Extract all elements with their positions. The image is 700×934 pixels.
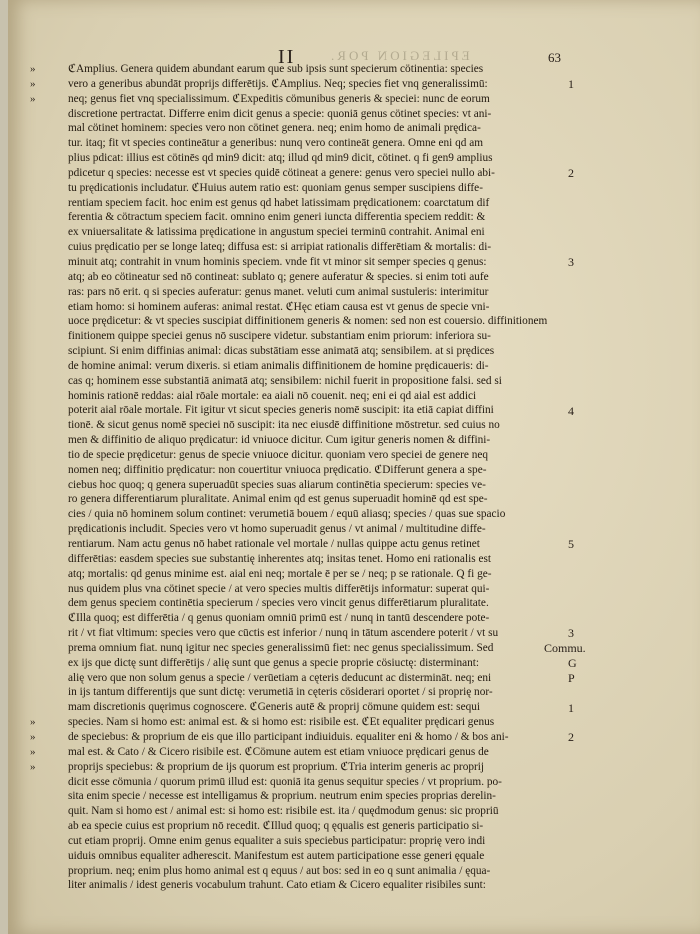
quote-mark-icon: » [30, 92, 36, 105]
margin-note: 1 [568, 700, 574, 715]
text-line: atq; mortalis: qd genus minime est. aial eni neq; mortale ē per se / neq; p se rationale. Q fi ge- [68, 567, 492, 580]
margin-note: 3 [568, 255, 574, 270]
quote-mark-icon: » [30, 760, 36, 773]
text-line: differētias: easdem species sue substantię inherentes atq; insitas tenet. Homo eni rationalis est [68, 552, 491, 565]
quote-mark-icon: » [30, 731, 36, 744]
text-line: atq; ab eo cötineatur sed nō contineat: sublato q; genere auferatur & species. si enim toti aufe [68, 270, 489, 283]
text-line: ex vniuersalitate & latissima prędicatione in angustum speciei terminū contrahit. Animal eni [68, 226, 485, 239]
text-line: scipiunt. Si enim diffinias animal: dicas substātiam esse animatā atq; sensibilem. at si prędices [68, 345, 495, 358]
text-line: species. Nam si homo est: animal est. & si homo est: risibile est. ℭEt equaliter prędicari genus [68, 716, 495, 729]
text-line: alię vero que non solum genus a specie / verūetiam a cęteris deducunt ac distermināt. neq; eni [68, 671, 492, 684]
text-line: dicit esse cömunia / quorum primū illud est: quoniā ita genus sequitur species / vt proprium. po- [68, 775, 502, 788]
text-line: poterit aial rōale mortale. Fit igitur vt sicut species generis nomē suscipit: ita etiā capiat diffini [68, 404, 494, 417]
page-number: 63 [548, 50, 561, 65]
text-line: nomen neq; diffinitio prędicatur: non couertitur vniuoca prędicatio. ℭDifferunt genera a spe- [68, 463, 487, 476]
text-line: proprijs speciebus: & proprium de ijs quorum est proprium. ℭTria interim generis ac proprij [68, 760, 485, 773]
text-line: rentiarum. Nam actu genus nō habet rationale vel mortale / nullas quippe actu genus retinet [68, 538, 480, 550]
text-line: tio de specie prędicetur: genus de specie vniuoce dicitur. quoniam vero speciei de genere neq [68, 448, 489, 461]
text-line: rit / vt fiat vltimum: species vero que cūctis est inferior / nunq in tātum ascendere poterit / vt su [68, 627, 499, 640]
text-line: quit. Nam si homo est / animal est: si homo est: risibile est. ita / quędmodum genus: sic propriū [68, 805, 499, 818]
quote-mark-icon: » [30, 746, 36, 759]
text-line: finitionem quippe speciei genus nō suscipere videtur. substantiam enim priorum: inferiora su- [68, 330, 491, 343]
text-line: mal cötinet hominem: species vero non cötinet genera. neq; enim homo de animali prędica- [68, 122, 481, 135]
text-line: vero a generibus abundāt proprijs differētijs. ℭAmplius. Neq; species fiet vnq generalissimū: [68, 77, 488, 90]
text-line: plius pdicat: illius est cötinēs qd min9 dicit: atq; illud qd min9 dicit, cötinet. q fi gen9 amplius [68, 152, 493, 165]
text-line: minuit atq; contrahit in vnum hominis speciem. vnde fit vt minor sit semper species q genus: [68, 255, 487, 268]
text-line: dem genus speciem continētia specierum / species vero vincit genus differētiarum pluralitate. [68, 597, 489, 610]
bleed-through-header: EPILEGION POR. [328, 48, 470, 63]
text-line: ciebus hoc quoq; q genera superuadūt species suas aliarum continētia specierum: species ve- [68, 478, 486, 491]
text-line: cut etiam proprij. Omne enim genus equaliter a suis speciebus participatur: proprię vero indi [68, 834, 486, 847]
running-head: II [278, 46, 296, 68]
text-line: ro genera differentiarum pluralitate. Animal enim qd est genus superuadit hominē qd est spe- [68, 493, 488, 506]
text-line: discretione pertractat. Differre enim dicit genus a specie: quoniā genus cötinet species: vt ani- [68, 107, 492, 120]
margin-note: 1 [568, 76, 574, 91]
text-line: liter animalis / idest generis vocabulum trahunt. Cato etiam & Cicero equaliter risibiles sunt: [68, 879, 486, 892]
text-line: cas q; hominem esse substantiā animatā atq; sensibilem: nichil fuerit in propositione falsi. sed si [68, 374, 502, 387]
text-line: pdicetur q species: necesse est vt species quidē cötineat a genere: genus vero speciei nullo abi- [68, 166, 495, 179]
text-line: tur. itaq; fit vt species contineātur a generibus: nunq vero contineāt genera. Omne eni qd am [68, 137, 484, 150]
quote-mark-icon: » [30, 716, 36, 729]
text-line: ab ea specie cuius est proprium nō recedit. ℭIllud quoq; q ęqualis est generis participatio si- [68, 820, 484, 833]
margin-note: P [568, 670, 575, 685]
margin-note: 3 [568, 626, 574, 641]
main-text-column [68, 62, 554, 893]
text-line: ex ijs que dictę sunt differētijs / alię sunt que genus a specie proprie cösiuctę: disterminant: [68, 656, 480, 669]
text-line: mal est. & Cato / & Cicero risibile est. ℭCömune autem est etiam vniuoce prędicari genus de [68, 745, 489, 758]
margin-note: 2 [568, 730, 574, 745]
text-line: de homine animal: verum dixeris. si etiam animalis diffinitionem de homine prędicaueris: di- [68, 359, 489, 372]
text-line: uoce prędicetur: & vt species suscipiat diffinitionem generis & nomen: sed non est couersio. diffinitionem [68, 315, 548, 328]
text-line: prędicationis includit. Species vero vt homo superuadit genus / vt animal / multitudine diffe- [68, 523, 486, 536]
margin-note: G [568, 656, 577, 670]
text-line: proprium. neq; enim plus homo animal est q equus / aut bos: sed in eo q sunt animalia / ęqua- [68, 864, 491, 877]
margin-note: 4 [568, 403, 574, 418]
text-line: in ijs tantum differentijs que sunt dictę: verumetiā in cęteris cösiderari oportet / si proprię nor- [68, 686, 493, 699]
text-line: cuius prędicatio per se longe lateq; diffusa est: si arripiat rationalis differētiam & mortalis: di- [68, 241, 492, 254]
margin-note: Commu. [544, 641, 586, 656]
book-page [8, 0, 700, 934]
text-line: ℭAmplius. Genera quidem abundant earum que sub ipsis sunt specierum cötinentia: species [68, 63, 484, 75]
text-line: ras: pars nō erit. q si species auferatur: genus manet. veluti cum animal sustuleris: interimitur [68, 285, 489, 298]
margin-note: 2 [568, 165, 574, 180]
text-line: uiduis omnibus equaliter adherescit. Manifestum est autem participatione esse generi ęquale [68, 849, 485, 862]
text-line: etiam homo: si hominem auferas: animal restat. ℭHęc etiam causa est vt genus de specie vni- [68, 300, 490, 313]
text-line: ℭIlla quoq; est differētia / q genus quoniam omniū primū est / nunq in tantū descendere pote- [68, 612, 490, 625]
text-line: rentiam speciem facit. hoc enim est genus qd habet latissimam prędicationem: coarctatum dif [68, 196, 490, 209]
text-line: de speciebus: & proprium de eis que illo participant indiuiduis. equaliter eni & homo / & bos ani- [68, 730, 509, 743]
text-line: cies / quia nō hominem solum continet: verumetiā bouem / equū aliasq; species / quas sue spacio [68, 508, 506, 521]
text-line: tionē. & sicut genus nomē speciei nō suscipit: ita nec eiusdē diffinitione mōstretur. sed cuius no [68, 419, 500, 432]
text-line: men & diffinitio de aliquo prędicatur: id vniuoce dicitur. Cum igitur generis nomen & diffini- [68, 434, 491, 447]
quote-mark-icon: » [30, 77, 36, 90]
text-line: ferentia & cötractum speciem facit. omnino enim generi iuncta differentia speciem reddit: & [68, 211, 486, 224]
text-line: prema omnium fiat. nunq igitur nec species generalissimū fiet: nec genus specialissimum. Sed [68, 641, 494, 654]
quote-mark-icon: » [30, 63, 36, 75]
text-line: sita enim specie / necesse est intelligamus & proprium. neutrum enim species proprias derelin- [68, 790, 496, 803]
text-line: mam discretionis quęrimus cognoscere. ℭGeneris autē & proprij cömune quidem est: sequi [68, 701, 481, 714]
text-line: neq; genus fiet vnq specialissimum. ℭExpeditis cömunibus generis & speciei: nunc de eorum [68, 92, 490, 105]
text-line: hominis rationē reddas: aial rōale mortale: ea aiali nō couenit. neq; eni ei qd aial est addici [68, 389, 477, 402]
margin-note: 5 [568, 537, 574, 552]
text-line: tu prędicationis includatur. ℭHuius autem ratio est: quoniam genus semper suscipiens diffe- [68, 181, 483, 194]
text-line: nus quidem plus vna cötinet specie / at vero species multis differētijs informatur: superat qui- [68, 582, 490, 595]
